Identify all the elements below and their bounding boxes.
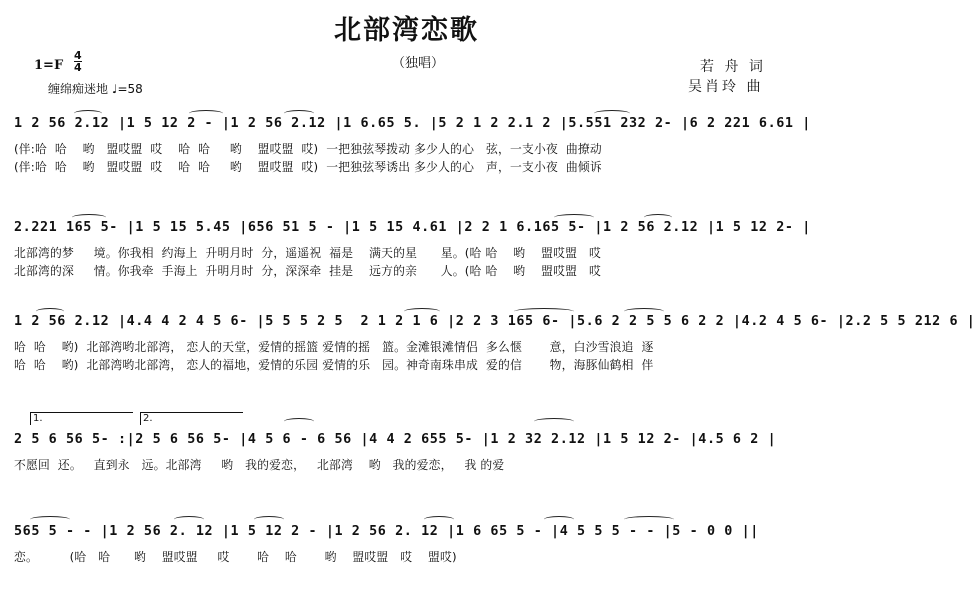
score-line-5 xyxy=(14,512,804,572)
lyrics-verse-2: (伴:哈 哈 哟 盟哎盟 哎 哈 哈 哟 盟哎盟 哎) 一把独弦琴诱出 多少人的心 声，一支小夜 曲倾诉 xyxy=(14,160,602,174)
score-line-4 xyxy=(14,412,804,472)
lyricist-credit: 若 舟 词 xyxy=(700,59,766,75)
time-signature-bottom: 4 xyxy=(74,61,82,74)
second-ending-bracket xyxy=(140,412,243,425)
lyrics-verse-1: 北部湾的梦 境。你我相 约海上 升明月时 分，遥遥祝 福是 满天的星 星。(哈 哈 哟 盟哎盟 哎 xyxy=(14,246,601,260)
notation-row: 1 2 56 2.12 |1 5 12 2 - |1 2 56 2.12 |1 6.65 5. |5 2 1 2 2.1 2 |5.551 232 2- |6 2 221 6.61 | xyxy=(14,116,811,131)
notation-row: 2 5 6 56 5- :|2 5 6 56 5- |4 5 6 - 6 56 |4 4 2 655 5- |1 2 32 2.12 |1 5 12 2- |4.5 6 2 | xyxy=(14,432,777,447)
song-title: 北部湾恋歌 xyxy=(334,15,479,46)
lyrics-verse-2: 北部湾的深 情。你我牵 手海上 升明月时 分，深深牵 挂是 远方的亲 人。(哈 哈 哟 盟哎盟 哎 xyxy=(14,264,601,278)
score-line-1 xyxy=(14,108,811,178)
time-signature-top: 4 xyxy=(74,49,82,62)
score-line-3 xyxy=(14,306,975,376)
lyrics-verse-2: 哈 哈 哟) 北部湾哟北部湾， 恋人的福地，爱情的乐园 爱情的乐 园。神奇南珠串成 爱的信 物，海豚仙鹤相 伴 xyxy=(14,358,654,372)
lyrics-verse-1: 哈 哈 哟) 北部湾哟北部湾， 恋人的天堂，爱情的摇篮 爱情的摇 篮。金滩银滩情侣 多么惬 意，白沙雪浪追 逐 xyxy=(14,340,654,354)
notation-row: 1 2 56 2.12 |4.4 4 2 4 5 6- |5 5 5 2 5 2 1 2 1 6 |2 2 3 165 6- |5.6 2 2 5 5 6 2 2 |4.2 4 5 6- |2.2 5 5 212 6 | xyxy=(14,314,975,329)
first-ending-bracket xyxy=(30,412,133,425)
lyrics-line: 恋。 (哈 哈 哟 盟哎盟 哎 哈 哈 哟 盟哎盟 哎 盟哎) xyxy=(14,550,457,564)
lyrics-verse-1: (伴:哈 哈 哟 盟哎盟 哎 哈 哈 哟 盟哎盟 哎) 一把独弦琴拨动 多少人的心 弦，一支小夜 曲撩动 xyxy=(14,142,602,156)
notation-row: 565 5 - - |1 2 56 2. 12 |1 5 12 2 - |1 2 56 2. 12 |1 6 65 5 - |4 5 5 5 - - |5 - 0 0 || xyxy=(14,524,759,539)
time-signature xyxy=(74,50,82,73)
key-signature: 1=F xyxy=(34,58,64,73)
first-ending-label: 1. xyxy=(33,413,43,424)
notation-row: 2.221 165 5- |1 5 15 5.45 |656 51 5 - |1 5 15 4.61 |2 2 1 6.165 5- |1 2 56 2.12 |1 5 12 2- | xyxy=(14,220,811,235)
composer-credit: 吴肖玲 曲 xyxy=(688,79,764,95)
score-line-2 xyxy=(14,212,811,282)
performance-note: （独唱） xyxy=(392,56,445,71)
tempo-marking: 缠绵痴迷地 ♩=58 xyxy=(48,82,143,96)
lyrics-line: 不愿回 还。 直到永 远。北部湾 哟 我的爱恋， 北部湾 哟 我的爱恋， 我 的爱 xyxy=(14,458,505,472)
second-ending-label: 2. xyxy=(143,413,153,424)
